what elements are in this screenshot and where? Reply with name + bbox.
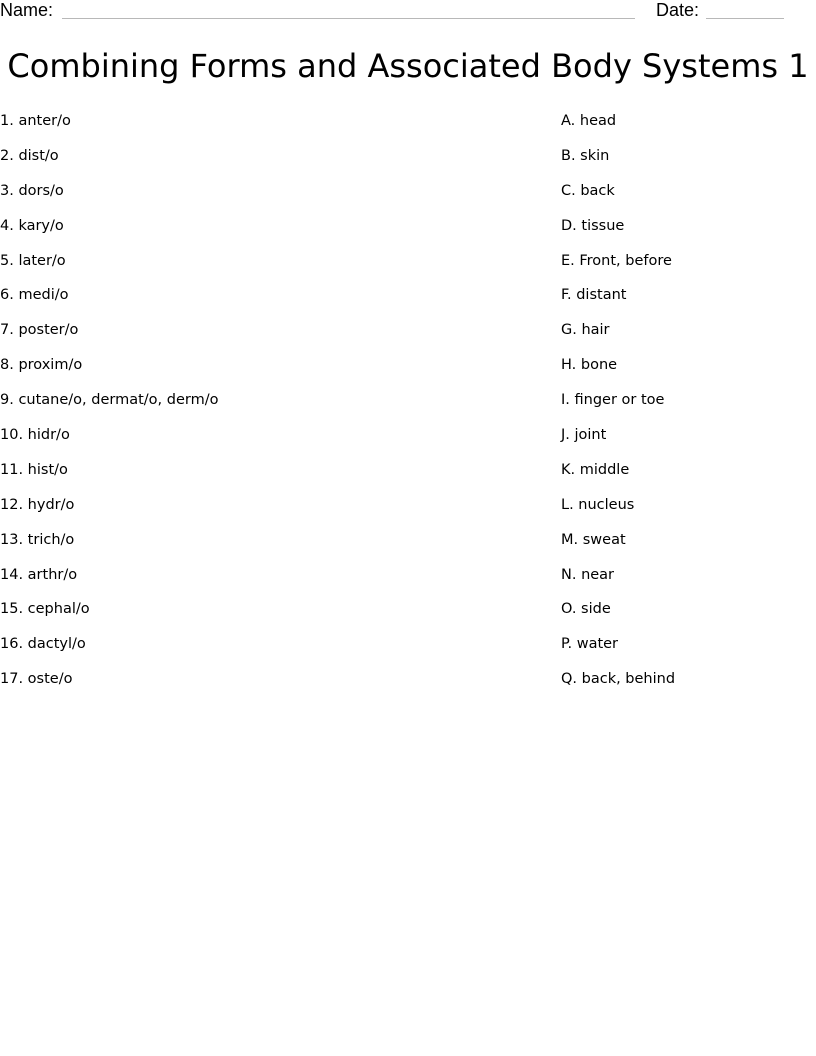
name-date-header bbox=[0, 0, 816, 22]
term-item: 5. later/o bbox=[0, 252, 66, 269]
term-item: 3. dors/o bbox=[0, 182, 64, 199]
definition-item: L. nucleus bbox=[561, 496, 635, 513]
term-item: 12. hydr/o bbox=[0, 496, 75, 513]
page-title: Combining Forms and Associated Body Systems 1 bbox=[7, 47, 809, 85]
term-item: 17. oste/o bbox=[0, 671, 73, 688]
definition-item: M. sweat bbox=[561, 531, 626, 548]
term-item: 6. medi/o bbox=[0, 287, 69, 304]
term-item: 9. cutane/o, dermat/o, derm/o bbox=[0, 392, 219, 409]
term-item: 8. proxim/o bbox=[0, 357, 83, 374]
term-item: 10. hidr/o bbox=[0, 427, 70, 444]
definition-item: C. back bbox=[561, 182, 615, 199]
definition-item: J. joint bbox=[561, 427, 607, 444]
definition-item: G. hair bbox=[561, 322, 610, 339]
name-blank-line bbox=[62, 18, 635, 19]
definition-item: Q. back, behind bbox=[561, 671, 676, 688]
definition-item: H. bone bbox=[561, 357, 618, 374]
term-item: 16. dactyl/o bbox=[0, 636, 86, 653]
term-item: 15. cephal/o bbox=[0, 601, 90, 618]
definition-item: O. side bbox=[561, 601, 611, 618]
date-blank-line bbox=[706, 18, 784, 19]
term-item: 13. trich/o bbox=[0, 531, 75, 548]
definition-item: E. Front, before bbox=[561, 252, 672, 269]
term-item: 2. dist/o bbox=[0, 147, 59, 164]
definition-item: B. skin bbox=[561, 147, 610, 164]
definition-item: D. tissue bbox=[561, 217, 625, 234]
terms-list bbox=[0, 112, 540, 705]
definition-item: P. water bbox=[561, 636, 619, 653]
definition-item: N. near bbox=[561, 566, 615, 583]
date-label: Date: bbox=[656, 0, 700, 20]
term-item: 11. hist/o bbox=[0, 461, 68, 478]
definition-item: K. middle bbox=[561, 461, 630, 478]
definitions-list bbox=[561, 112, 811, 705]
definition-item: F. distant bbox=[561, 287, 627, 304]
name-label: Name: bbox=[0, 0, 54, 20]
definition-item: A. head bbox=[561, 113, 617, 129]
term-item: 14. arthr/o bbox=[0, 566, 78, 583]
definition-item: I. finger or toe bbox=[561, 392, 665, 409]
term-item: 1. anter/o bbox=[0, 113, 71, 129]
term-item: 4. kary/o bbox=[0, 217, 64, 234]
term-item: 7. poster/o bbox=[0, 322, 79, 339]
